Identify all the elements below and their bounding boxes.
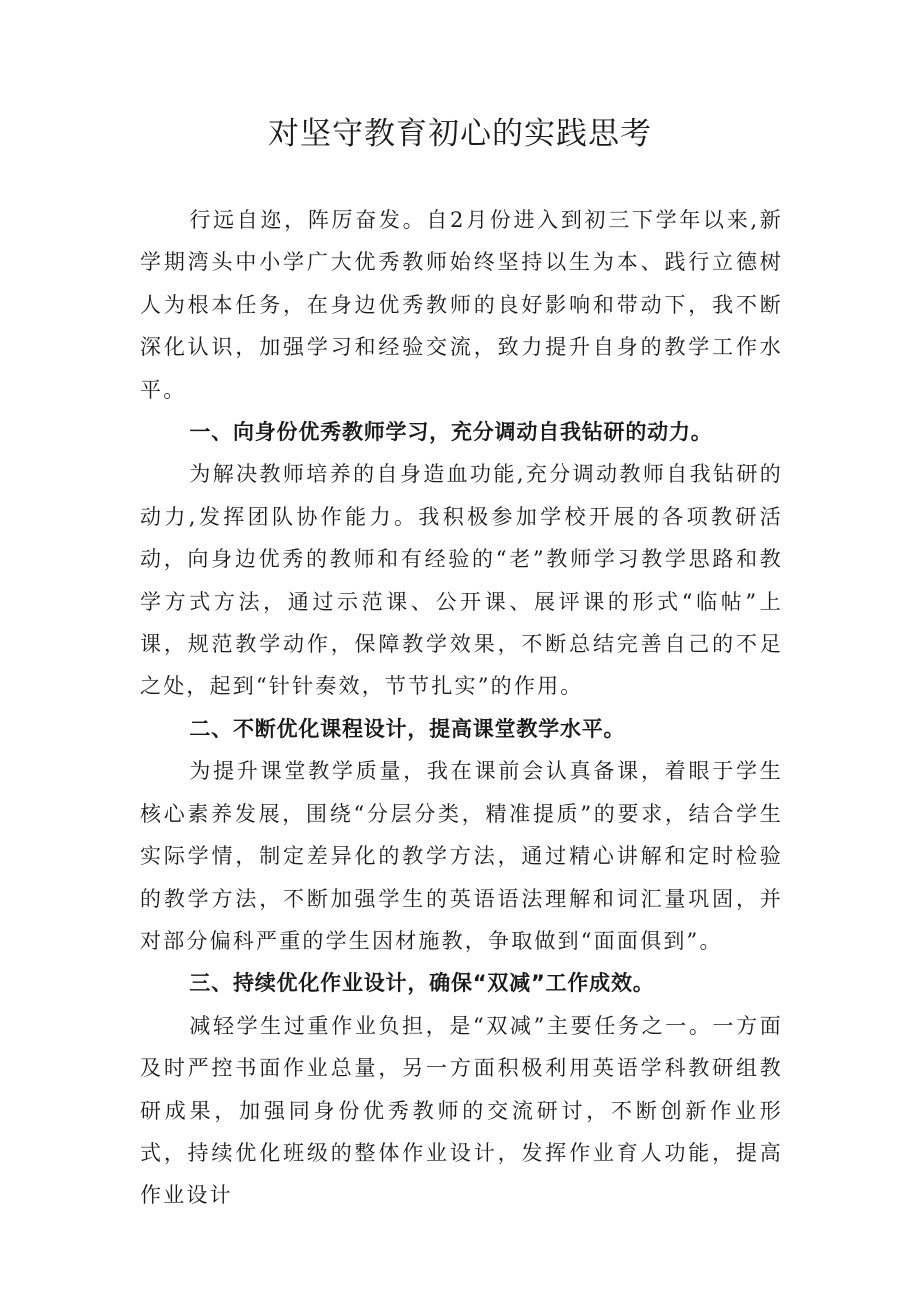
section-heading-2: 二、不断优化课程设计，提高课堂教学水平。: [189, 716, 626, 741]
paragraph-section-3: 减轻学生过重作业负担，是“双减”主要任务之一。一方面及时严控书面作业总量，另一方面积极利用英语学科教研组教研成果，加强同身份优秀教师的交流研讨，不断创新作业形式，持续优化班级的整体作业设计，发挥作业育人功能，提高作业设计: [140, 1013, 783, 1208]
paragraph-section-1: 为解决教师培养的自身造血功能,充分调动教师自我钻研的动力,发挥团队协作能力。我积极参加学校开展的各项教研活动，向身边优秀的教师和有经验的“老”教师学习教学思路和教学方式方法，通过示范课、公开课、展评课的形式“临帖”上课，规范教学动作，保障教学效果，不断总结完善自己的不足之处，起到“针针奏效，节节扎实”的作用。: [140, 462, 783, 699]
document-body: [140, 199, 783, 1217]
section-heading-1: 一、向身份优秀教师学习，充分调动自我钻研的动力。: [189, 420, 713, 445]
paragraph-section-2: 为提升课堂教学质量，我在课前会认真备课，着眼于学生核心素养发展，围绕“分层分类，精准提质”的要求，结合学生实际学情，制定差异化的教学方法，通过精心讲解和定时检验的教学方法，不断加强学生的英语语法理解和词汇量巩固，并对部分偏科严重的学生因材施教，争取做到“面面俱到”。: [140, 759, 783, 953]
paragraph-intro: 行远自迩，阵厉奋发。自2月份进入到初三下学年以来,新学期湾头中小学广大优秀教师始终坚持以生为本、践行立德树人为根本任务，在身边优秀教师的良好影响和带动下，我不断深化认识，加强学习和经验交流，致力提升自身的教学工作水平。: [140, 208, 783, 402]
section-heading-3: 三、持续优化作业设计，确保“双减”工作成效。: [189, 971, 655, 996]
document-title: 对坚守教育初心的实践思考: [268, 116, 652, 152]
